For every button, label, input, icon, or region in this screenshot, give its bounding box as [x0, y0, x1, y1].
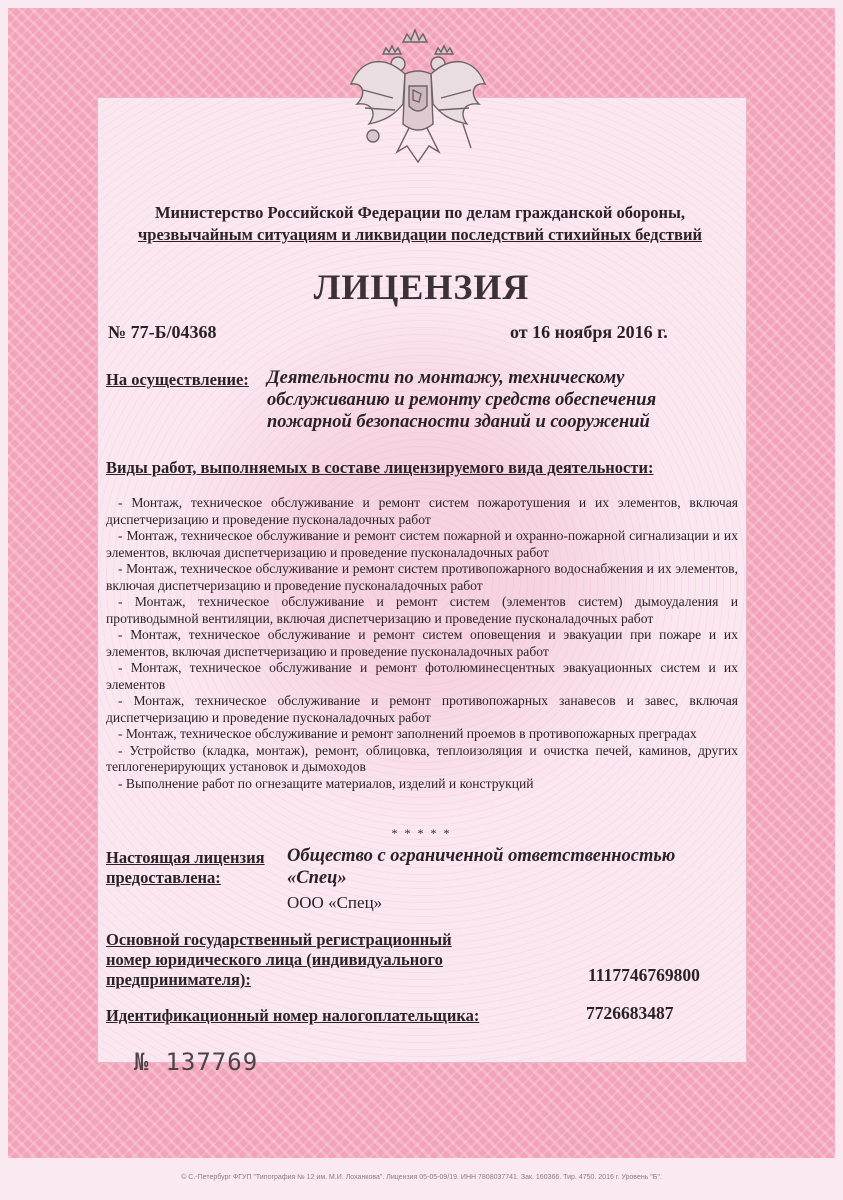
works-title: Виды работ, выполняемых в составе лицензируемого вида деятельности:: [106, 458, 654, 477]
works-item: - Монтаж, техническое обслуживание и ремонт систем пожарной и охранно-пожарной сигнализации и их элементов, включая диспетчеризацию и проведение пусконаладочных работ: [106, 528, 738, 560]
license-number: № 77-Б/04368: [108, 322, 217, 342]
coat-of-arms-emblem: [343, 24, 493, 174]
document-title: ЛИЦЕНЗИЯ: [313, 267, 530, 307]
works-item: - Монтаж, техническое обслуживание и ремонт противопожарных занавесов и завес, включая диспетчеризацию и проведение пусконаладочных работ: [106, 693, 738, 725]
works-list: [106, 495, 738, 792]
license-date: от 16 ноября 2016 г.: [510, 322, 668, 342]
purpose-label: На осуществление:: [106, 370, 249, 389]
ministry-line-1: Министерство Российской Федерации по делам гражданской обороны,: [154, 203, 686, 222]
printer-imprint: © С.-Петербург ФГУП "Типография № 12 им. М.И. Лоханкова". Лицензия 05-05-09/19. ИНН 7808037741. Зак. 160366. Тир. 4750. 2016 г. Уровень "Б".: [181, 1174, 662, 1181]
works-item: - Монтаж, техническое обслуживание и ремонт систем пожаротушения и их элементов, включая диспетчеризацию и проведение пусконаладочных работ: [106, 495, 738, 527]
section-separator: * * * * *: [391, 826, 452, 840]
purpose-line-3: пожарной безопасности зданий и сооружений: [267, 412, 650, 432]
works-item: - Монтаж, техническое обслуживание и ремонт систем оповещения и эвакуации при пожаре и их элементов, включая диспетчеризацию и проведение пусконаладочных работ: [106, 627, 738, 659]
ogrn-value: 1117746769800: [588, 965, 700, 985]
purpose-text: [267, 367, 737, 433]
inn-label: Идентификационный номер налогоплательщика:: [106, 1006, 480, 1025]
serial-prefix: №: [134, 1048, 150, 1076]
works-item: - Монтаж, техническое обслуживание и ремонт фотолюминесцентных эвакуационных систем и их элементов: [106, 660, 738, 692]
works-item: - Устройство (кладка, монтаж), ремонт, облицовка, теплоизоляция и очистка печей, каминов, других теплогенерирующих установок и дымоходов: [106, 742, 738, 774]
granted-label: Настоящая лицензия предоставлена:: [106, 848, 265, 887]
organization-short-name: ООО «Спец»: [287, 893, 383, 912]
purpose-line-1: Деятельности по монтажу, техническому: [267, 368, 625, 388]
works-item: - Выполнение работ по огнезащите материалов, изделий и конструкций: [118, 775, 534, 791]
ministry-line-2: чрезвычайным ситуациям и ликвидации последствий стихийных бедствий: [138, 225, 702, 244]
purpose-line-2: обслуживанию и ремонту средств обеспечения: [267, 390, 657, 410]
form-serial-number: [134, 1048, 258, 1076]
serial-number: 137769: [165, 1048, 259, 1076]
works-item: - Монтаж, техническое обслуживание и ремонт заполнений проемов в противопожарных преградах: [118, 726, 697, 741]
ministry-heading: [100, 202, 740, 246]
works-item: - Монтаж, техническое обслуживание и ремонт систем противопожарного водоснабжения и их элементов, включая диспетчеризацию и проведение пусконаладочных работ: [106, 561, 738, 593]
organization-full-name: Общество с ограниченной ответственностью «Спец»: [287, 846, 676, 888]
ogrn-label: Основной государственный регистрационный номер юридического лица (индивидуального предпринимателя):: [106, 930, 452, 989]
works-item: - Монтаж, техническое обслуживание и ремонт систем (элементов систем) дымоудаления и противодымной вентиляции, включая диспетчеризацию и проведение пусконаладочных работ: [106, 594, 738, 626]
inn-value: 7726683487: [586, 1003, 674, 1023]
